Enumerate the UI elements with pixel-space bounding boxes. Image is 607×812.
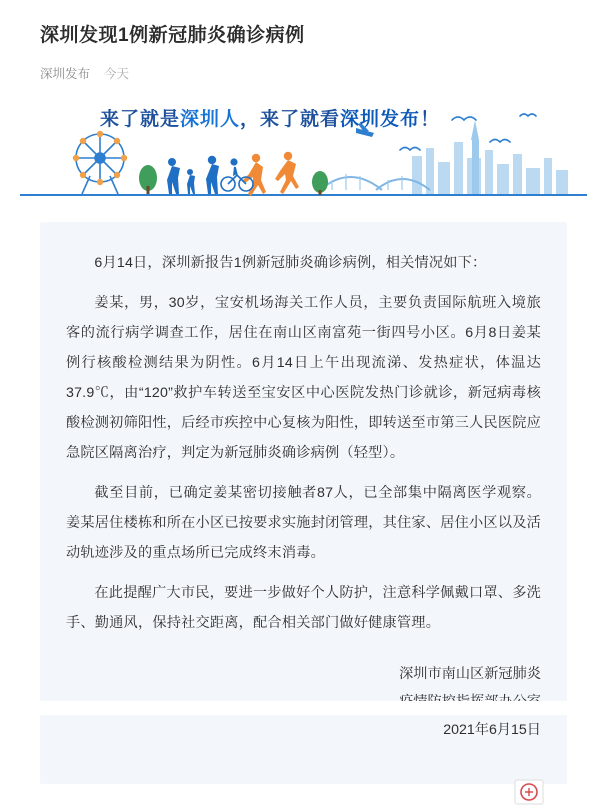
paragraph: 姜某，男，30岁，宝安机场海关工作人员，主要负责国际航班入境旅客的流行病学调查工作，居住在南山区南富苑一街四号小区。6月8日姜某例行核酸检测结果为阴性。6月14日上午出现流涕、发热症状，体温达37.9℃，由“120”救护车转送至宝安区中心医院发热门诊就诊，新冠病毒核酸检测初筛阳性，后经市疾控中心复核为阳性，即转送至市第三人民医院应急院区隔离治疗，判定为新冠肺炎确诊病例（轻型）。 <box>66 295 541 461</box>
footer-strip <box>0 701 607 715</box>
paragraph: 6月14日，深圳新报告1例新冠肺炎确诊病例，相关情况如下： <box>94 255 487 271</box>
article-meta <box>40 64 567 82</box>
seal-icon <box>509 772 549 812</box>
banner-slogan <box>100 104 440 131</box>
signature-line: 深圳市南山区新冠肺炎 <box>399 666 541 682</box>
page-title: 深圳发现1例新冠肺炎确诊病例 <box>40 25 305 46</box>
paragraph: 在此提醒广大市民，要进一步做好个人防护，注意科学佩戴口罩、多洗手、勤通风，保持社交距离，配合相关部门做好健康管理。 <box>66 585 541 631</box>
paragraph: 截至目前，已确定姜某密切接触者87人，已全部集中隔离医学观察。姜某居住楼栋和所在小区已按要求实施封闭管理，其住家、居住小区以及活动轨迹涉及的重点场所已完成终末消毒。 <box>66 485 541 561</box>
article-header <box>0 0 607 82</box>
announcement-card <box>40 222 567 784</box>
article-source: 深圳发布 <box>40 67 91 81</box>
slogan-end: ！ <box>420 109 441 130</box>
slogan-highlight1: 深圳人 <box>180 109 241 130</box>
article-date: 今天 <box>104 67 130 81</box>
slogan-highlight2: 深圳发布 <box>340 109 421 130</box>
banner-illustration <box>20 98 587 210</box>
signature-line: 2021年6月15日 <box>443 722 541 738</box>
slogan-part2: ，来了就看 <box>240 109 341 130</box>
slogan-part1: 来了就是 <box>100 109 181 130</box>
